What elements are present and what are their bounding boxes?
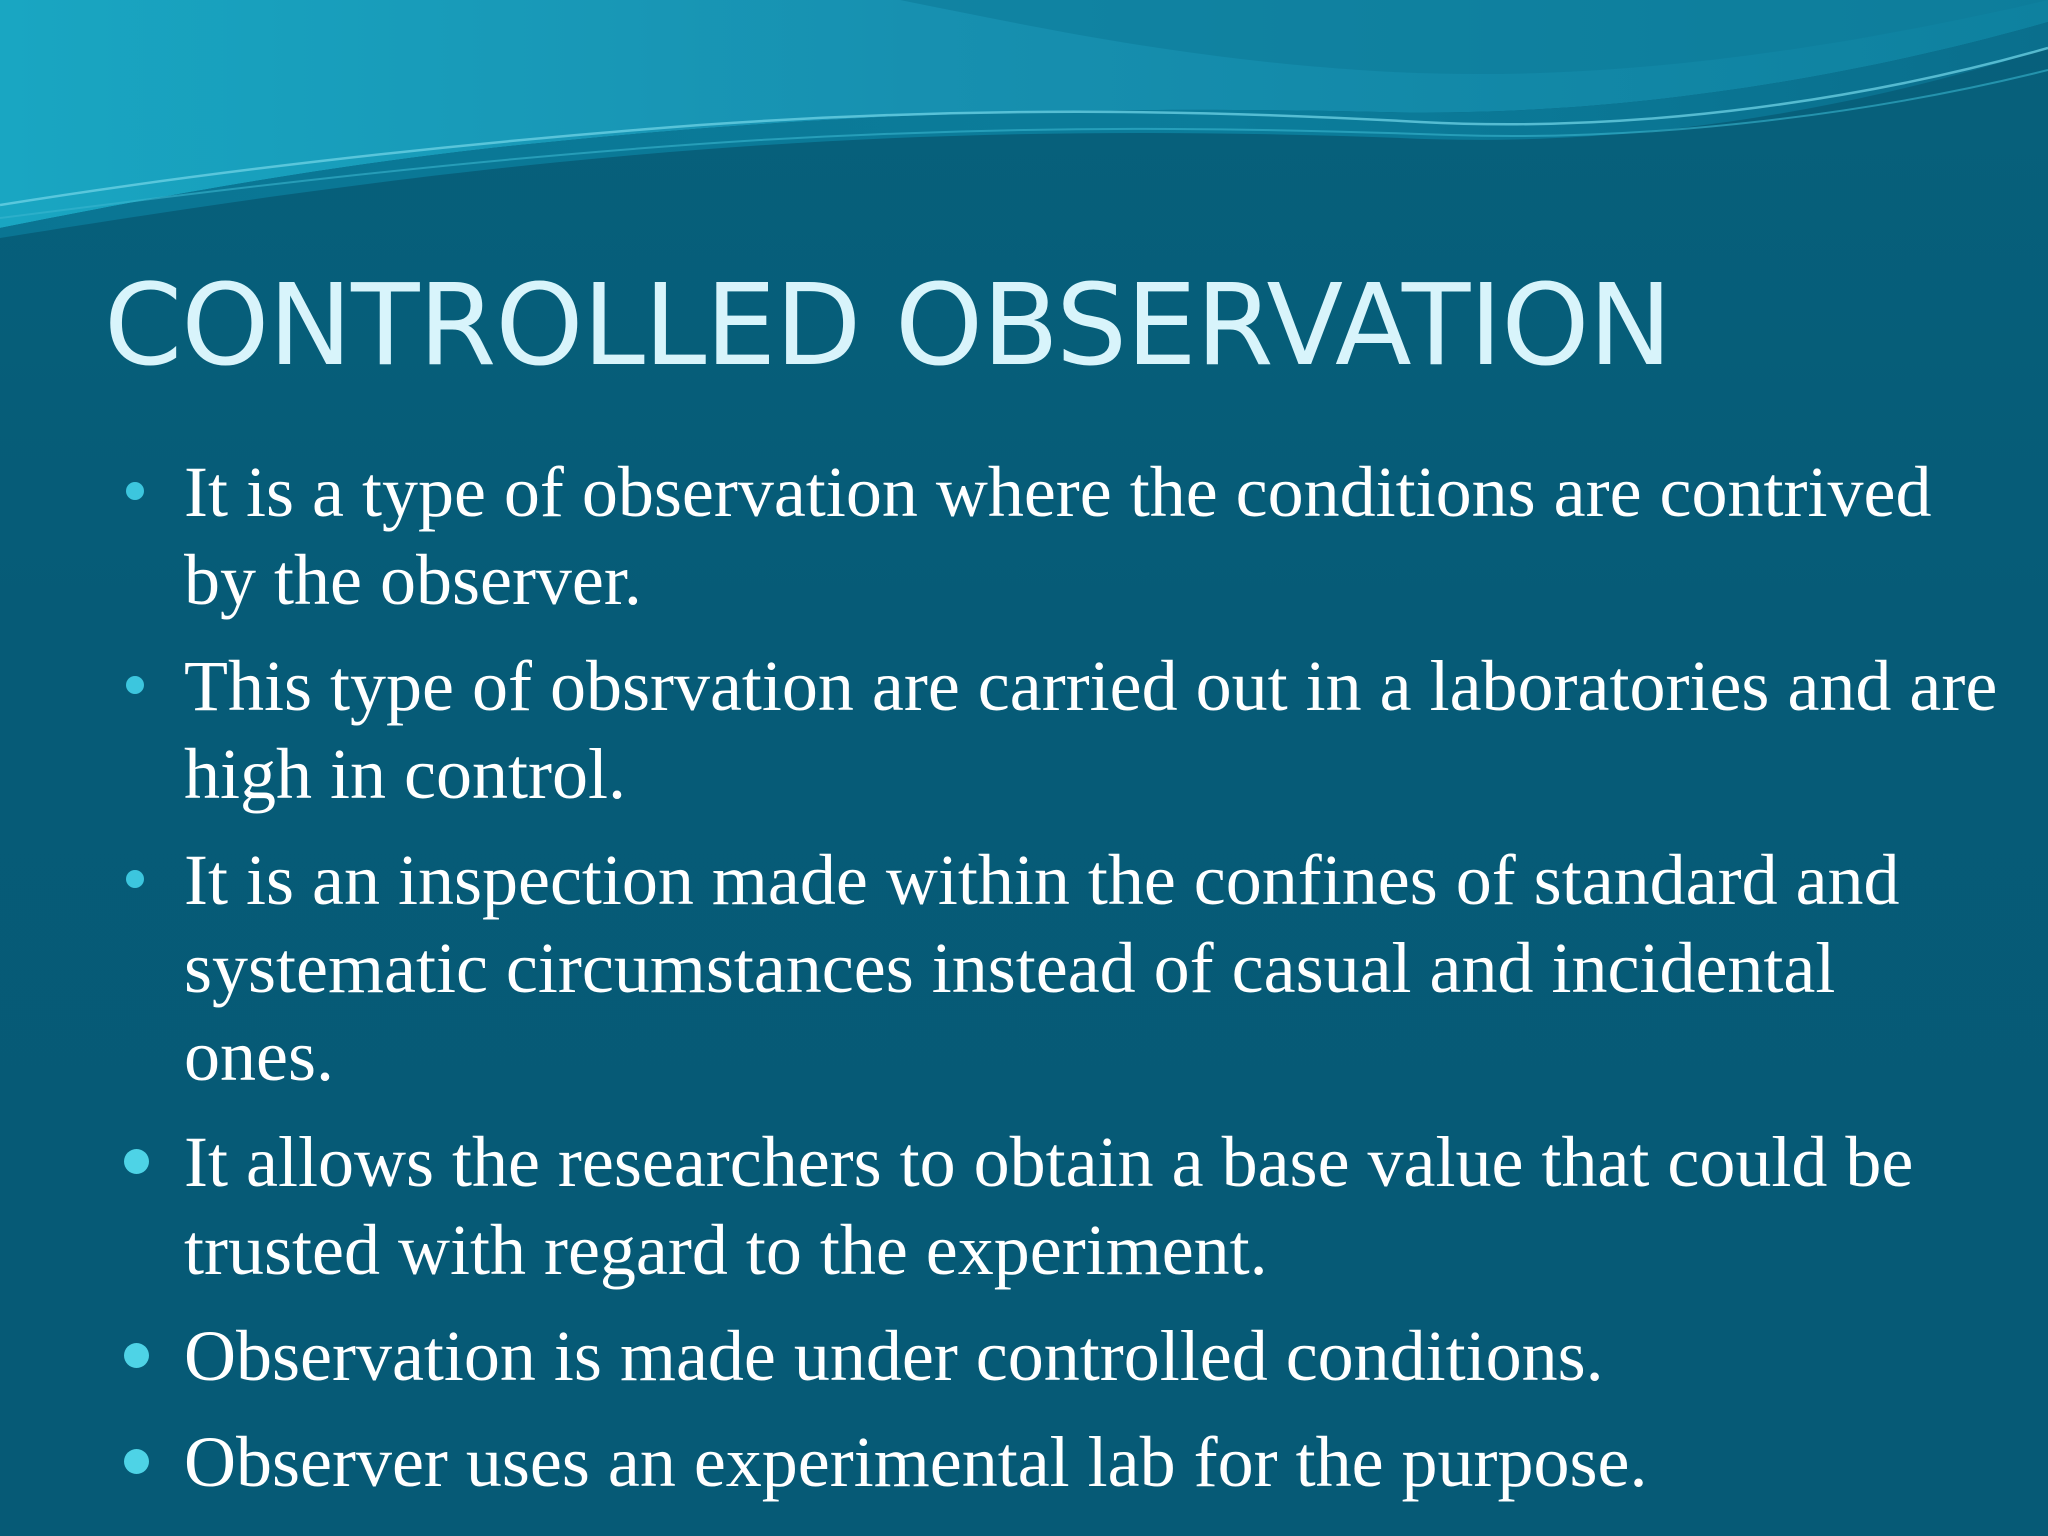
round-dot-icon bbox=[124, 1449, 149, 1474]
bullet-text: It allows the researchers to obtain a base value that could be trusted with regard to the experiment. bbox=[184, 1122, 1914, 1290]
round-dot-icon bbox=[126, 870, 144, 888]
bullet-item bbox=[122, 448, 2002, 624]
slide-title: CONTROLLED OBSERVATION bbox=[104, 261, 1672, 391]
bullet-text: This type of obsrvation are carried out in a laboratories and are high in control. bbox=[184, 646, 1998, 814]
bullet-item bbox=[122, 1312, 2002, 1400]
bullet-text: It is an inspection made within the confines of standard and systematic circumstances instead of casual and incidental ones. bbox=[184, 840, 1900, 1096]
round-dot-icon bbox=[126, 482, 144, 500]
bullet-text: Observer uses an experimental lab for the purpose. bbox=[184, 1422, 1648, 1502]
bullet-item bbox=[122, 1118, 2002, 1294]
round-dot-icon bbox=[126, 676, 144, 694]
bullet-list bbox=[122, 448, 2002, 1524]
bullet-text: Observation is made under controlled conditions. bbox=[184, 1316, 1604, 1396]
bullet-item bbox=[122, 642, 2002, 818]
header-wave-decoration bbox=[0, 0, 2048, 260]
bullet-item bbox=[122, 836, 2002, 1100]
bullet-item bbox=[122, 1418, 2002, 1506]
round-dot-icon bbox=[124, 1343, 149, 1368]
bullet-text: It is a type of observation where the conditions are contrived by the observer. bbox=[184, 452, 1932, 620]
round-dot-icon bbox=[124, 1149, 149, 1174]
